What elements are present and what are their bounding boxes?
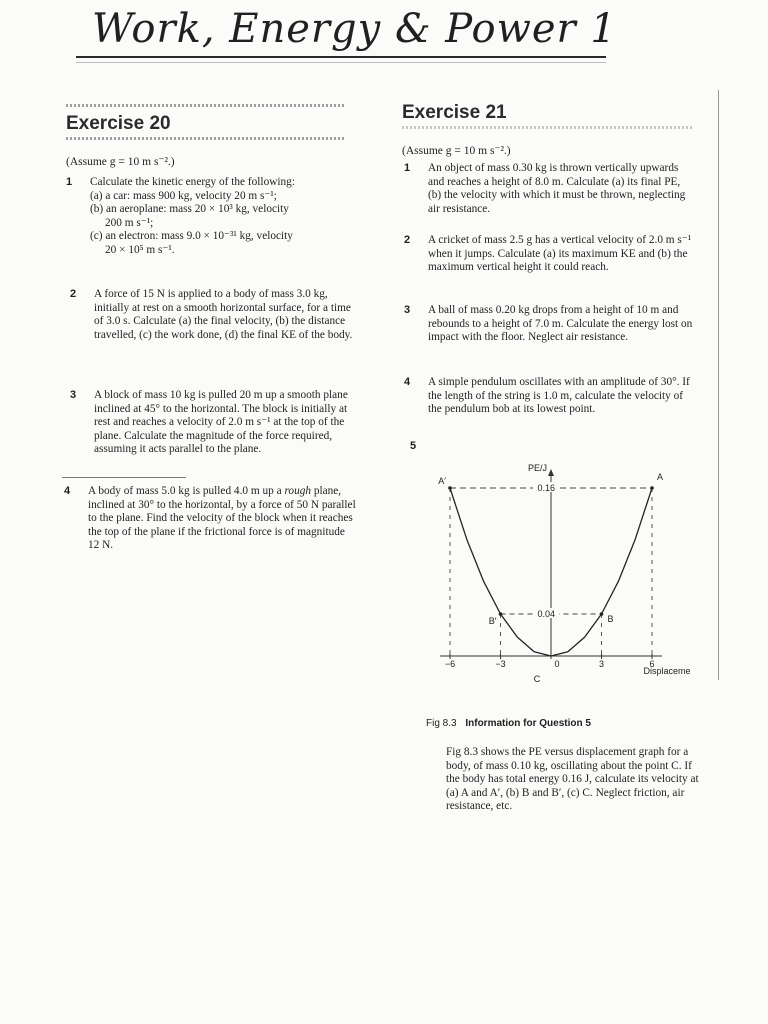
part-b-cont: 200 m s⁻¹; — [105, 216, 154, 229]
separator-line — [62, 477, 186, 478]
question-text — [88, 485, 356, 553]
question-21-4 — [404, 376, 696, 417]
question-text-start: A body of mass 5.0 kg is pulled 4.0 m up a — [88, 485, 285, 497]
point-label: A′ — [438, 476, 446, 486]
x-tick-label: −6 — [444, 659, 456, 669]
question-number: 3 — [404, 304, 411, 316]
pe-displacement-chart — [430, 458, 690, 693]
question-text: A cricket of mass 2.5 g has a vertical velocity of 2.0 m s⁻¹ when it jumps. Calculate (a) its maximum KE and (b) the maximum vertical height it could reach. — [428, 234, 692, 274]
question-text: A block of mass 10 kg is pulled 20 m up a smooth plane inclined at 45° to the horizontal. The block is initially at rest and reaches a velocity of 2.0 m s⁻¹ at the top of the plane. Calculate the magnitude of the force required, assuming it acts parallel to the plane. — [94, 389, 348, 456]
point-marker — [448, 486, 452, 490]
assume-note: (Assume g = 10 m s⁻².) — [66, 156, 175, 168]
question-text: An object of mass 0.30 kg is thrown vertically upwards and reaches a height of 8.0 m. Calculate (a) its final PE, (b) the velocity with which it must be thrown, neglecting air resistance. — [428, 162, 686, 215]
x-axis-label: Displaceme — [643, 666, 690, 676]
page-edge-line — [718, 90, 719, 680]
question-20-1 — [66, 176, 358, 258]
question-text: A simple pendulum oscillates with an amplitude of 30°. If the length of the string is 1.0 m, calculate the velocity of the pendulum bob at its lowest point. — [428, 376, 690, 416]
point-label: C — [533, 674, 541, 684]
title-underline-shadow — [76, 62, 606, 63]
part-c: (c) an electron: mass 9.0 × 10⁻³¹ kg, velocity — [90, 230, 293, 243]
heading-rule-bottom — [66, 137, 346, 140]
question-text-emphasis: rough — [284, 485, 312, 497]
question-text-end: plane, inclined at 30° to the horizontal, by a force of 50 N parallel to the plane. Find the velocity of the block when it reaches the top of the plane if the frictional force is of magnitude 12 N. — [88, 485, 356, 552]
page-title: Work, Energy & Power 1 — [92, 6, 617, 52]
y-axis-arrow — [548, 469, 554, 476]
exercise-21-column — [402, 102, 702, 165]
question-parts — [90, 190, 358, 258]
question-21-1 — [404, 162, 696, 216]
x-tick-label: 3 — [598, 659, 605, 669]
chart-svg — [430, 458, 690, 693]
part-b: (b) an aeroplane: mass 20 × 10³ kg, velocity — [90, 203, 289, 216]
figure-title: Information for Question 5 — [465, 718, 591, 729]
y-tick-label: 0.16 — [537, 483, 555, 493]
question-number: 2 — [404, 234, 411, 246]
question-21-3 — [404, 304, 696, 345]
part-a: (a) a car: mass 900 kg, velocity 20 m s⁻¹; — [90, 189, 277, 202]
question-20-2 — [70, 288, 360, 342]
question-number: 1 — [66, 176, 73, 188]
exercise-20-column — [66, 104, 358, 258]
question-21-2 — [404, 234, 696, 275]
exercise-21-heading: Exercise 21 — [402, 102, 507, 123]
y-tick-label: 0.04 — [537, 609, 555, 619]
figure-label: Fig 8.3 — [426, 718, 457, 729]
exercise-20-heading: Exercise 20 — [66, 113, 171, 134]
point-marker — [600, 612, 604, 616]
figure-caption — [426, 718, 591, 729]
point-label: B — [607, 614, 614, 624]
figure-description: Fig 8.3 shows the PE versus displacement graph for a body, of mass 0.10 kg, oscillating about the point C. If the body has total energy 0.16 J, calculate its velocity at (a) A and A′, (b) B and B′, (c) C. Neglect friction, air resistance, etc. — [446, 746, 699, 813]
question-number: 3 — [70, 389, 77, 401]
question-text: A force of 15 N is applied to a body of mass 3.0 kg, initially at rest on a smooth horizontal surface, for a time of 3.0 s. Calculate (a) the final velocity, (b) the distance travelled, (c) the work done, (d) the final KE of the body. — [94, 288, 353, 341]
point-label: A — [656, 472, 664, 482]
point-label: B′ — [488, 616, 497, 626]
heading-rule-bottom — [402, 126, 692, 129]
question-number: 4 — [64, 485, 71, 497]
x-tick-label: 0 — [554, 659, 560, 669]
x-tick-label: −3 — [495, 659, 506, 669]
question-20-3 — [70, 389, 360, 457]
heading-rule-top — [66, 104, 346, 107]
x-tick-label: 6 — [649, 659, 655, 669]
point-marker — [499, 612, 503, 616]
question-number: 5 — [410, 440, 417, 452]
question-number: 2 — [70, 288, 77, 300]
title-underline — [76, 56, 606, 58]
question-number: 4 — [404, 376, 411, 388]
point-marker — [650, 486, 654, 490]
question-number: 1 — [404, 162, 411, 174]
question-text: A ball of mass 0.20 kg drops from a height of 10 m and rebounds to a height of 7.0 m. Calculate the energy lost on impact with the floor. Neglect air resistance. — [428, 304, 693, 344]
assume-note: (Assume g = 10 m s⁻².) — [402, 145, 511, 157]
part-c-cont: 20 × 10⁵ m s⁻¹. — [105, 243, 175, 256]
question-text: Calculate the kinetic energy of the following: — [90, 176, 295, 188]
y-axis-label: PE/J — [527, 463, 547, 473]
question-20-4 — [64, 485, 356, 553]
